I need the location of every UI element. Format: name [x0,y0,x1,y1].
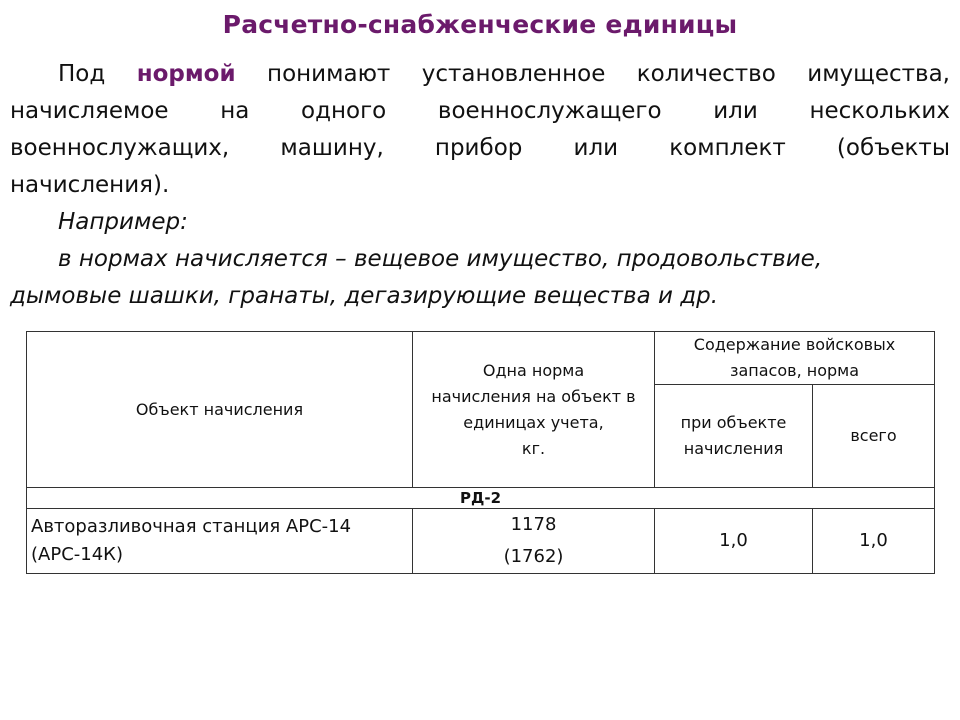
paragraph-line-3: военнослужащих, машину, прибор или комплект (объекты [10,135,950,161]
header-norm: Одна норма начисления на объект в единицах учета, кг. [413,332,655,488]
definition-paragraph [10,56,950,315]
row-norm: 1178 (1762) [413,509,655,574]
norms-table [26,331,935,574]
paragraph-line-2: начисляемое на одного военнослужащего или нескольких [10,98,950,124]
header-per-object: при объекте начисления [655,385,813,488]
row-object: Авторазливочная станция АРС-14 (АРС-14К) [27,509,413,574]
header-stock: Содержание войсковых запасов, норма [655,332,935,385]
page-title: Расчетно-снабженческие единицы [222,10,738,39]
header-total: всего [813,385,935,488]
example-line-2: дымовые шашки, гранаты, дегазирующие вещества и др. [10,283,719,309]
example-line-1: в нормах начисляется – вещевое имущество, продовольствие, [58,246,823,272]
section-label: РД-2 [27,488,935,509]
paragraph-line-4: начисления). [10,172,170,198]
header-object: Объект начисления [27,332,413,488]
paragraph-line-1: Под нормой понимают установленное количество имущества, [10,56,950,93]
highlight-norm: нормой [136,61,236,87]
example-label: Например: [58,209,188,235]
row-total: 1,0 [813,509,935,574]
row-per-object: 1,0 [655,509,813,574]
table-row [27,509,935,574]
